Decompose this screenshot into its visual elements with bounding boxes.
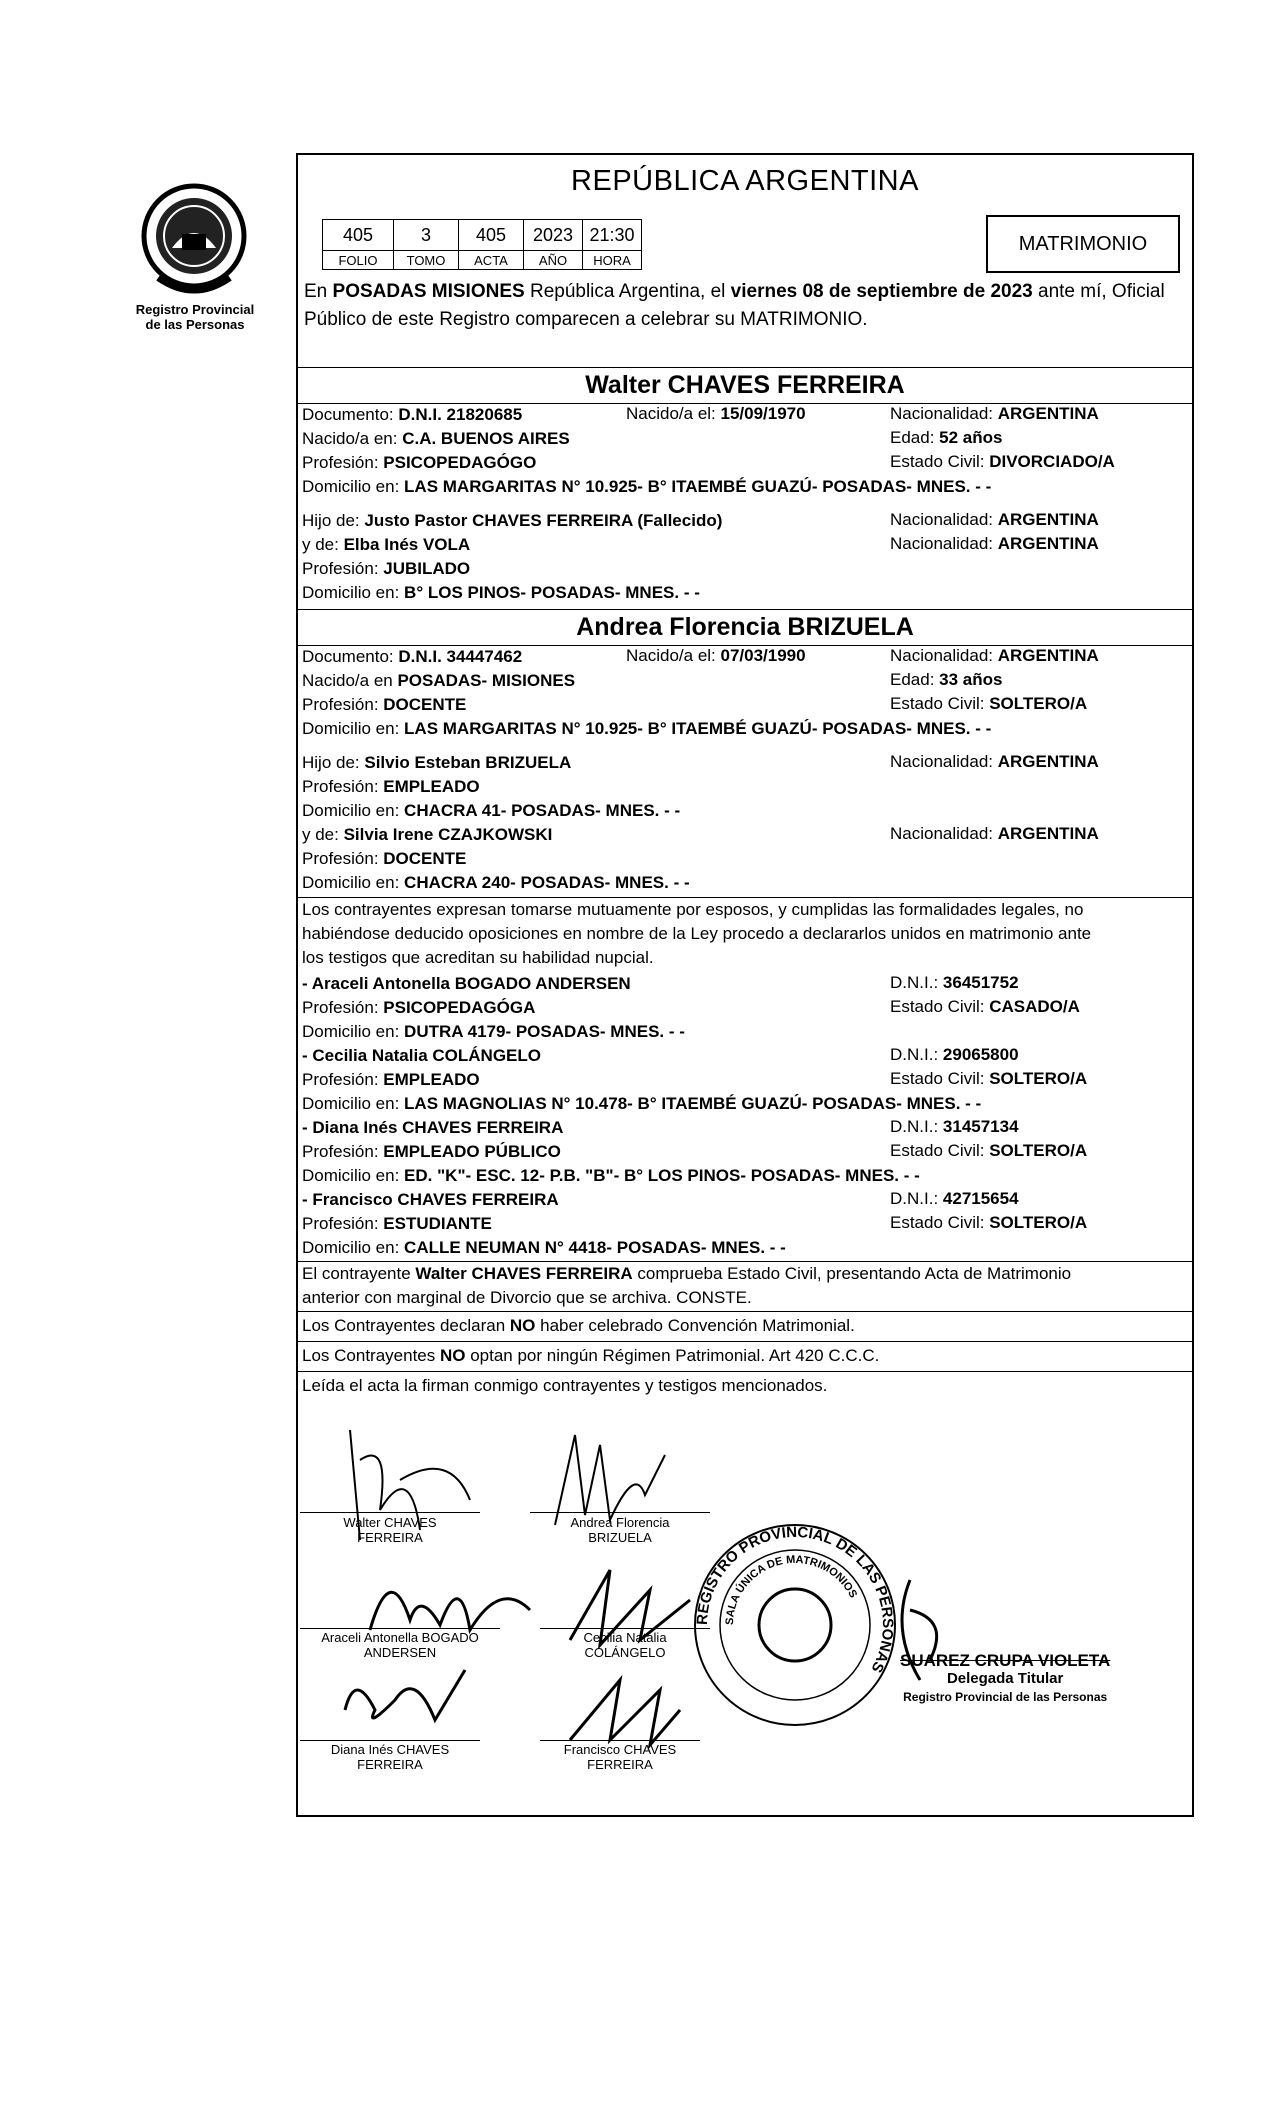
value: Walter CHAVES FERREIRA: [415, 1264, 633, 1283]
handwritten-signature: [560, 1670, 690, 1750]
label: Estado Civil:: [890, 694, 990, 713]
value: LAS MARGARITAS N° 10.925- B° ITAEMBÉ GUAZÚ- POSADAS- MNES. - -: [404, 719, 992, 738]
witness-civil: [890, 1213, 1087, 1233]
value: PSICOPEDAGÓGO: [383, 453, 537, 472]
registry-table: [322, 219, 642, 270]
divorce-note-line: anterior con marginal de Divorcio que se archiva. CONSTE.: [302, 1288, 752, 1307]
caption-line: Diana Inés CHAVES: [330, 1742, 450, 1757]
caption-line: BRIZUELA: [588, 1530, 652, 1545]
signature-line: [300, 1740, 480, 1741]
spouse2-dom: [302, 718, 991, 740]
label: Edad:: [890, 670, 940, 689]
label: Profesión:: [302, 1070, 384, 1089]
stamp-inner-text: SALA ÚNICA DE MATRIMONIOS: [723, 1553, 860, 1626]
value: ARGENTINA: [997, 752, 1099, 771]
divider: [298, 367, 1192, 368]
text: optan por ningún Régimen Patrimonial. Art 420 C.C.C.: [465, 1346, 880, 1365]
label: Hijo de:: [302, 511, 365, 530]
caption-line: ANDERSEN: [363, 1645, 437, 1660]
witness-name: - Araceli Antonella BOGADO ANDERSEN: [302, 974, 631, 993]
divider: [298, 1371, 1192, 1372]
spouse1-father-nat: [890, 510, 1099, 530]
value: DUTRA 4179- POSADAS- MNES. - -: [404, 1022, 685, 1041]
label: Nacionalidad:: [890, 534, 998, 553]
value: CHACRA 240- POSADAS- MNES. - -: [404, 873, 690, 892]
witness-name: - Cecilia Natalia COLÁNGELO: [302, 1046, 541, 1065]
spouse1-born: [626, 404, 806, 424]
value: D.N.I. 21820685: [398, 405, 523, 424]
value: DIVORCIADO/A: [989, 452, 1115, 471]
label: Domicilio en:: [302, 1166, 405, 1185]
acta-value: 405: [459, 220, 524, 251]
witness-dom: [302, 1165, 920, 1187]
value: Silvio Esteban BRIZUELA: [364, 753, 572, 772]
value: 33 años: [939, 670, 1003, 689]
divider: [298, 609, 1192, 610]
witness-prof: [302, 1141, 561, 1163]
value: SOLTERO/A: [989, 1069, 1088, 1088]
label: D.N.I.:: [890, 1189, 943, 1208]
label: Domicilio en:: [302, 873, 405, 892]
text: haber celebrado Convención Matrimonial.: [535, 1316, 855, 1335]
caption-line: Andrea Florencia: [570, 1515, 670, 1530]
label: Edad:: [890, 428, 940, 447]
signature-caption: [300, 1742, 480, 1772]
spouse2-age: [890, 670, 1002, 690]
label: y de:: [302, 825, 344, 844]
caption-line: FERREIRA: [587, 1757, 653, 1772]
witness-name: - Francisco CHAVES FERREIRA: [302, 1190, 559, 1209]
witness-prof: [302, 1213, 492, 1235]
witness-dom: [302, 1237, 786, 1259]
spouse2-mother-nat: [890, 824, 1099, 844]
value: ARGENTINA: [997, 824, 1099, 843]
value: 15/09/1970: [720, 404, 806, 423]
label: Profesión:: [302, 695, 384, 714]
official-handwritten-signature: [880, 1570, 970, 1690]
value: LAS MAGNOLIAS N° 10.478- B° ITAEMBÉ GUAZÚ- POSADAS- MNES. - -: [404, 1094, 982, 1113]
value: EMPLEADO: [383, 1070, 480, 1089]
value: SOLTERO/A: [989, 1141, 1088, 1160]
acta-label: ACTA: [459, 251, 524, 270]
text: El contrayente: [302, 1264, 416, 1283]
label: Domicilio en:: [302, 801, 405, 820]
value: ED. "K"- ESC. 12- P.B. "B"- B° LOS PINOS- POSADAS- MNES. - -: [404, 1166, 920, 1185]
label: Nacionalidad:: [890, 646, 998, 665]
label: D.N.I.:: [890, 1045, 943, 1064]
witness-dom: [302, 1093, 981, 1115]
label: Profesión:: [302, 998, 384, 1017]
value: ARGENTINA: [997, 510, 1099, 529]
value: ARGENTINA: [997, 534, 1099, 553]
label: Domicilio en:: [302, 719, 405, 738]
value: ARGENTINA: [997, 646, 1099, 665]
spouse2-mother-dom: [302, 872, 690, 894]
caption-line: FERREIRA: [357, 1530, 423, 1545]
spouse1-father: [302, 510, 722, 532]
label: Domicilio en:: [302, 477, 405, 496]
signature-line: [300, 1512, 480, 1513]
witness-civil: [890, 1141, 1087, 1161]
label: Profesión:: [302, 559, 384, 578]
tomo-label: TOMO: [394, 251, 459, 270]
caption-line: Francisco CHAVES: [563, 1742, 677, 1757]
spouse1-name: Walter CHAVES FERREIRA: [585, 371, 905, 399]
signature-caption: [540, 1630, 710, 1660]
label: Nacido/a en: [302, 671, 398, 690]
label: y de:: [302, 535, 344, 554]
divider: [298, 1341, 1192, 1342]
folio-label: FOLIO: [323, 251, 394, 270]
signature-caption: [540, 1742, 700, 1772]
label: Profesión:: [302, 1214, 384, 1233]
signature-line: [300, 1628, 500, 1629]
spouse1-mother-nat: [890, 534, 1099, 554]
divider: [298, 1311, 1192, 1312]
divider: [298, 1261, 1192, 1262]
logo-caption-line1: Registro Provincial: [135, 302, 255, 317]
intro-text: ante mí, Oficial Público de este Registro comparecen a celebrar su MATRIMONIO.: [304, 281, 1165, 330]
label: Profesión:: [302, 453, 384, 472]
spouse2-nat: [890, 646, 1099, 666]
value: EMPLEADO PÚBLICO: [383, 1142, 561, 1161]
spouse1-parents-prof: [302, 558, 470, 580]
folio-value: 405: [323, 220, 394, 251]
label: Domicilio en:: [302, 583, 405, 602]
label: Nacionalidad:: [890, 752, 998, 771]
tomo-value: 3: [394, 220, 459, 251]
spouse2-born: [626, 646, 806, 666]
closing-statement: Leída el acta la firman conmigo contrayentes y testigos mencionados.: [302, 1376, 828, 1395]
value: EMPLEADO: [383, 777, 480, 796]
label: Nacionalidad:: [890, 404, 998, 423]
divorce-note-line: [302, 1263, 1071, 1285]
hora-label: HORA: [583, 251, 642, 270]
caption-line: COLÁNGELO: [584, 1645, 666, 1660]
text: comprueba Estado Civil, presentando Acta de Matrimonio: [632, 1264, 1072, 1283]
spouse2-prof: [302, 694, 466, 716]
label: Profesión:: [302, 1142, 384, 1161]
value: C.A. BUENOS AIRES: [402, 429, 570, 448]
convention-note: [302, 1315, 855, 1337]
intro-paragraph: [304, 278, 1192, 334]
label: Estado Civil:: [890, 1069, 990, 1088]
logo-caption-line2: de las Personas: [145, 317, 245, 332]
label: Hijo de:: [302, 753, 365, 772]
spouse2-name: Andrea Florencia BRIZUELA: [576, 613, 914, 641]
witness-civil: [890, 997, 1080, 1017]
value: CASADO/A: [989, 997, 1080, 1016]
declaration-line: los testigos que acreditan su habilidad nupcial.: [302, 948, 654, 967]
official-name: SUAREZ CRUPA VIOLETA: [900, 1651, 1111, 1670]
value: 42715654: [942, 1189, 1019, 1208]
value: D.N.I. 34447462: [398, 647, 523, 666]
value: ESTUDIANTE: [383, 1214, 492, 1233]
caption-line: FERREIRA: [357, 1757, 423, 1772]
signature-caption: [300, 1515, 480, 1545]
signature-line: [530, 1512, 710, 1513]
witness-civil: [890, 1069, 1087, 1089]
witness-dni: [890, 1189, 1019, 1209]
divider: [298, 897, 1192, 898]
declaration-line: habiéndose deducido oposiciones en nombre de la Ley procedo a declararlos unidos en matrimonio ante: [302, 924, 1092, 943]
label: Domicilio en:: [302, 1094, 405, 1113]
value: ARGENTINA: [997, 404, 1099, 423]
label: Estado Civil:: [890, 452, 990, 471]
intro-text: República Argentina, el: [524, 281, 731, 302]
witness-dni: [890, 973, 1019, 993]
value: CALLE NEUMAN N° 4418- POSADAS- MNES. - -: [404, 1238, 786, 1257]
intro-place: POSADAS MISIONES: [332, 281, 525, 302]
value: POSADAS- MISIONES: [397, 671, 576, 690]
official-role: Delegada Titular: [946, 1670, 1064, 1687]
value: SOLTERO/A: [989, 694, 1088, 713]
caption-line: Araceli Antonella BOGADO: [321, 1630, 479, 1645]
official-office: Registro Provincial de las Personas: [903, 1690, 1108, 1704]
value: 31457134: [942, 1117, 1019, 1136]
spouse1-mother: [302, 534, 470, 556]
anio-value: 2023: [524, 220, 583, 251]
witness-dni: [890, 1117, 1019, 1137]
label: Nacionalidad:: [890, 510, 998, 529]
spouse2-father-prof: [302, 776, 480, 798]
intro-date: viernes 08 de septiembre de 2023: [730, 281, 1033, 302]
spouse2-mother: [302, 824, 552, 846]
signature-caption: [300, 1630, 500, 1660]
spouse2-doc: [302, 646, 522, 668]
caption-line: Walter CHAVES: [343, 1515, 437, 1530]
spouse2-mother-prof: [302, 848, 466, 870]
spouse1-civil: [890, 452, 1115, 472]
label: Profesión:: [302, 777, 384, 796]
label: Nacido/a en:: [302, 429, 403, 448]
value: NO: [439, 1346, 466, 1365]
value: NO: [509, 1316, 536, 1335]
witness-dni: [890, 1045, 1019, 1065]
stamp-outer-text: REGISTRO PROVINCIAL DE LAS PERSONAS: [693, 1523, 897, 1676]
spouse1-parents-dom: [302, 582, 700, 604]
value: JUBILADO: [383, 559, 471, 578]
witness-name: - Diana Inés CHAVES FERREIRA: [302, 1118, 564, 1137]
spouse2-father: [302, 752, 571, 774]
spouse2-place: [302, 670, 575, 692]
label: Domicilio en:: [302, 1238, 405, 1257]
anio-label: AÑO: [524, 251, 583, 270]
intro-text: En: [304, 281, 333, 302]
hora-value: 21:30: [583, 220, 642, 251]
label: Nacionalidad:: [890, 824, 998, 843]
regime-note: [302, 1345, 879, 1367]
value: 52 años: [939, 428, 1003, 447]
caption-line: Cecilia Natalia: [583, 1630, 667, 1645]
value: LAS MARGARITAS N° 10.925- B° ITAEMBÉ GUAZÚ- POSADAS- MNES. - -: [404, 477, 992, 496]
provincial-seal-logo: [138, 178, 250, 302]
declaration-line: Los contrayentes expresan tomarse mutuamente por esposos, y cumplidas las formalidades legales, no: [302, 900, 1084, 919]
spouse2-civil: [890, 694, 1087, 714]
handwritten-signature: [335, 1660, 475, 1740]
value: DOCENTE: [383, 849, 467, 868]
value: 29065800: [942, 1045, 1019, 1064]
spouse1-place: [302, 428, 570, 450]
signature-caption: [530, 1515, 710, 1545]
spouse2-father-dom: [302, 800, 680, 822]
label: Documento:: [302, 405, 399, 424]
spouse1-age: [890, 428, 1002, 448]
text: Los Contrayentes: [302, 1346, 440, 1365]
label: Nacido/a el:: [626, 646, 721, 665]
label: Estado Civil:: [890, 1141, 990, 1160]
value: Silvia Irene CZAJKOWSKI: [343, 825, 553, 844]
spouse1-dom: [302, 476, 991, 498]
label: Estado Civil:: [890, 997, 990, 1016]
label: D.N.I.:: [890, 973, 943, 992]
spouse1-prof: [302, 452, 536, 474]
document-title: REPÚBLICA ARGENTINA: [571, 165, 919, 197]
value: PSICOPEDAGÓGA: [383, 998, 536, 1017]
signature-line: [540, 1628, 710, 1629]
text: Los Contrayentes declaran: [302, 1316, 510, 1335]
label: Domicilio en:: [302, 1022, 405, 1041]
value: DOCENTE: [383, 695, 467, 714]
logo-caption: [115, 302, 275, 332]
witness-dom: [302, 1021, 685, 1043]
value: Justo Pastor CHAVES FERREIRA (Fallecido): [364, 511, 723, 530]
label: Estado Civil:: [890, 1213, 990, 1232]
label: Profesión:: [302, 849, 384, 868]
signature-line: [540, 1740, 700, 1741]
label: D.N.I.:: [890, 1117, 943, 1136]
value: Elba Inés VOLA: [343, 535, 471, 554]
spouse1-nat: [890, 404, 1099, 424]
official-stamp-seal: [690, 1520, 900, 1730]
witness-prof: [302, 997, 535, 1019]
label: Documento:: [302, 647, 399, 666]
record-type-box: MATRIMONIO: [986, 215, 1180, 273]
label: Nacido/a el:: [626, 404, 721, 423]
value: 36451752: [942, 973, 1019, 992]
spouse1-doc: [302, 404, 522, 426]
value: B° LOS PINOS- POSADAS- MNES. - -: [404, 583, 700, 602]
witness-prof: [302, 1069, 480, 1091]
value: CHACRA 41- POSADAS- MNES. - -: [404, 801, 681, 820]
value: 07/03/1990: [720, 646, 806, 665]
value: SOLTERO/A: [989, 1213, 1088, 1232]
spouse2-father-nat: [890, 752, 1099, 772]
